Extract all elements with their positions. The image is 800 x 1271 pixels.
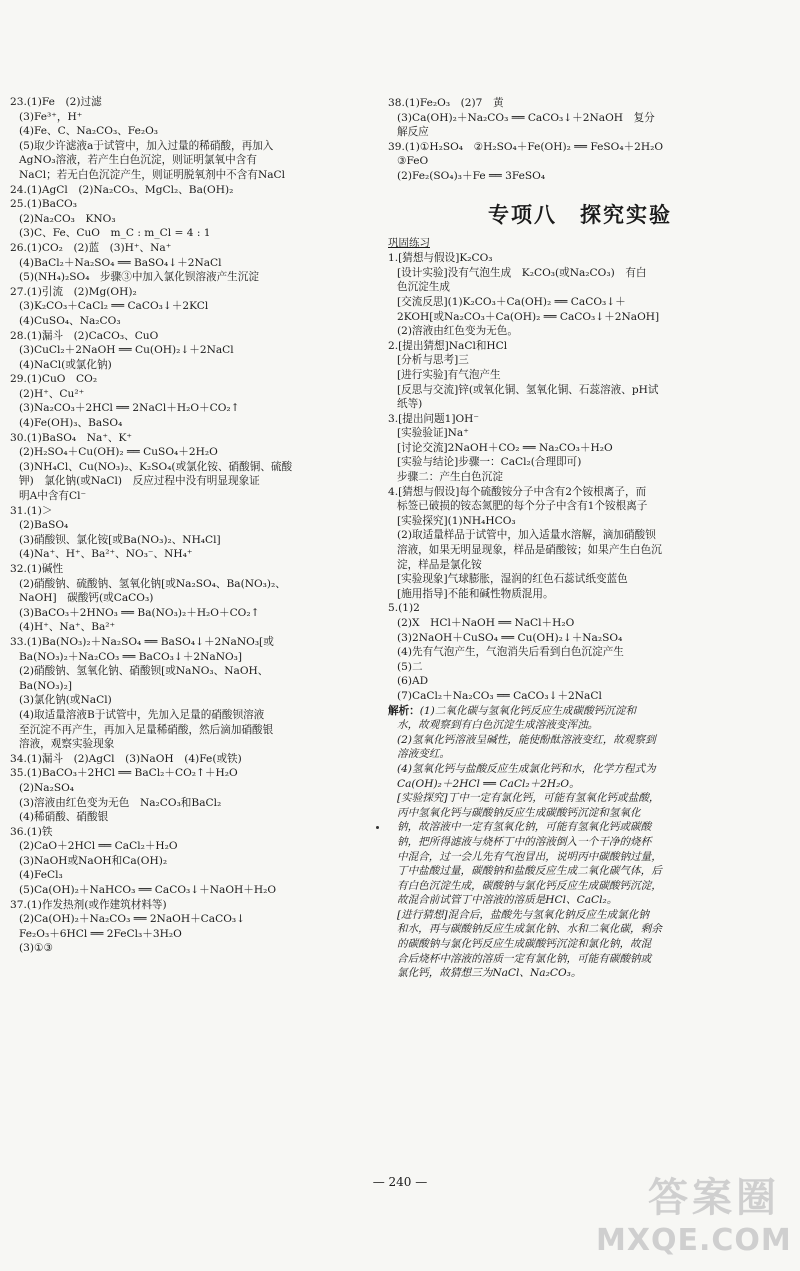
answer-line: (3)Na₂CO₃＋2HCl ══ 2NaCl＋H₂O＋CO₂↑ bbox=[19, 402, 240, 415]
answer-line: 钾) 氯化钠(或NaCl) 反应过程中没有明显现象证 bbox=[19, 475, 260, 488]
explanation-text: 合后烧杯中溶液的溶质一定有氯化钠，可能有碳酸钠或 bbox=[397, 952, 652, 965]
explanation-label: 解析： bbox=[388, 704, 420, 717]
answer-line: [反思与交流]锌(或氧化铜、氢氧化铜、石蕊溶液、pH试 bbox=[397, 383, 659, 396]
explanation-text: 故混合前试管丁中溶液的溶质是HCl、CaCl₂。 bbox=[397, 894, 618, 907]
answer-line: (2)取适量样品于试管中，加入适量水溶解，滴加硝酸钡 bbox=[397, 529, 656, 542]
answer-line: (4)CuSO₄、Na₂CO₃ bbox=[19, 314, 121, 327]
right-answer-column bbox=[388, 96, 772, 981]
answer-line: 3.[提出问题1]OH⁻ bbox=[388, 412, 480, 425]
answer-line: 24.(1)AgCl (2)Na₂CO₃、MgCl₂、Ba(OH)₂ bbox=[10, 183, 234, 196]
answer-line: 2.[提出猜想]NaCl和HCl bbox=[388, 339, 508, 352]
answer-line: (2)硝酸钠、硫酸钠、氢氧化钠[或Na₂SO₄、Ba(NO₃)₂、 bbox=[19, 577, 286, 590]
answer-line: 步骤二：产生白色沉淀 bbox=[397, 471, 503, 484]
explanation-text: 钠，把所得滤液与烧杯丁中的溶液倒入一个干净的烧杯 bbox=[397, 835, 652, 848]
answer-line: (3)NH₄Cl、Cu(NO₃)₂、K₂SO₄(或氯化铵、硝酸铜、硫酸 bbox=[19, 460, 293, 473]
answer-line: 标签已破损的铵态氮肥的每个分子中含有1个铵根离子 bbox=[397, 500, 648, 513]
explanation-line bbox=[388, 908, 772, 923]
answer-line: (2)Fe₂(SO₄)₃＋Fe ══ 3FeSO₄ bbox=[397, 169, 546, 182]
answer-line: (5)取少许滤液a于试管中，加入过量的稀硝酸，再加入 bbox=[19, 139, 274, 152]
explanation-text: [进行猜想]混合后，盐酸先与氢氧化钠反应生成氯化钠 bbox=[397, 908, 649, 921]
answer-line: NaCl；若无白色沉淀产生，则证明脱氧剂中不含有NaCl bbox=[19, 168, 286, 181]
answer-line: 2KOH[或Na₂CO₃＋Ca(OH)₂ ══ CaCO₃↓＋2NaOH] bbox=[397, 310, 660, 323]
answer-line: 26.(1)CO₂ (2)蓝 (3)H⁺、Na⁺ bbox=[10, 241, 172, 254]
answer-line: (3)C、Fe、CuO m_C : m_Cl = 4 : 1 bbox=[19, 227, 211, 240]
explanation-text: (2)氢氧化钙溶液呈碱性，能使酚酞溶液变红，故观察到 bbox=[397, 733, 656, 746]
answer-line: 30.(1)BaSO₄ Na⁺、K⁺ bbox=[10, 431, 133, 444]
explanation-text: 和水，再与碳酸钠反应生成氯化钠、水和二氧化碳，剩余 bbox=[397, 923, 662, 936]
explanation-line bbox=[388, 952, 772, 967]
answer-line: 34.(1)漏斗 (2)AgCl (3)NaOH (4)Fe(或铁) bbox=[10, 752, 242, 765]
answer-line: (4)NaCl(或氯化钠) bbox=[19, 358, 112, 371]
answer-line: (6)AD bbox=[397, 675, 429, 688]
answer-line: [实验验证]Na⁺ bbox=[397, 427, 469, 440]
explanation-text: 丁中盐酸过量，碳酸钠和盐酸反应生成二氧化碳气体，后 bbox=[397, 865, 662, 878]
answer-line: (3)硝酸钡、氯化铵[或Ba(NO₃)₂、NH₄Cl] bbox=[19, 533, 221, 546]
answer-line: 35.(1)BaCO₃＋2HCl ══ BaCl₂＋CO₂↑＋H₂O bbox=[10, 767, 238, 780]
answer-line: (4)Fe、C、Na₂CO₃、Fe₂O₃ bbox=[19, 125, 159, 138]
answer-line: (4)Fe(OH)₃、BaSO₄ bbox=[19, 417, 123, 430]
answer-line: 明A中含有Cl⁻ bbox=[19, 490, 87, 503]
answer-line: Ba(NO₃)₂] bbox=[19, 679, 72, 692]
explanation-text: [实验探究]丁中一定有氯化钙，可能有氢氧化钙或盐酸， bbox=[397, 792, 660, 805]
answer-line: [实验现象]气球膨胀，湿润的红色石蕊试纸变蓝色 bbox=[397, 573, 628, 586]
answer-line: Fe₂O₃＋6HCl ══ 2FeCl₃＋3H₂O bbox=[19, 927, 182, 940]
stray-dot bbox=[376, 826, 379, 829]
explanation-line bbox=[388, 704, 772, 719]
explanation-line bbox=[388, 806, 772, 821]
answer-line: (2)Na₂CO₃ KNO₃ bbox=[19, 212, 116, 225]
answer-line: (5)二 bbox=[397, 660, 423, 673]
answer-line: [设计实验]没有气泡生成 K₂CO₃(或Na₂CO₃) 有白 bbox=[397, 266, 647, 279]
answer-line: (3)氯化钠(或NaCl) bbox=[19, 694, 112, 707]
answer-line: (4)FeCl₃ bbox=[19, 869, 63, 882]
answer-line: 33.(1)Ba(NO₃)₂＋Na₂SO₄ ══ BaSO₄↓＋2NaNO₃[或 bbox=[10, 635, 274, 648]
answer-line: 37.(1)作发热剂(或作建筑材料等) bbox=[10, 898, 167, 911]
explanation-text: 氯化钙，故猜想三为NaCl、Na₂CO₃。 bbox=[397, 967, 582, 980]
answer-line: 淀，样品是氯化铵 bbox=[397, 558, 482, 571]
answer-line: 25.(1)BaCO₃ bbox=[10, 198, 77, 211]
answer-line: (2)H⁺、Cu²⁺ bbox=[19, 387, 85, 400]
explanation-text: 钠，故溶液中一定有氢氧化钠，可能有氢氧化钙或碳酸 bbox=[397, 821, 652, 834]
answer-line: [讨论交流]2NaOH＋CO₂ ══ Na₂CO₃＋H₂O bbox=[397, 441, 613, 454]
answer-line: (2)Ca(OH)₂＋Na₂CO₃ ══ 2NaOH＋CaCO₃↓ bbox=[19, 913, 245, 926]
explanation-text: (1)二氧化碳与氢氧化钙反应生成碳酸钙沉淀和 bbox=[419, 704, 637, 717]
explanation-text: 中混合，过一会儿先有气泡冒出，说明丙中碳酸钠过量， bbox=[397, 850, 662, 863]
explanation-line bbox=[388, 850, 772, 865]
answer-line: (3)NaOH或NaOH和Ca(OH)₂ bbox=[19, 854, 168, 867]
explanation-line bbox=[388, 791, 772, 806]
answer-line: 色沉淀生成 bbox=[397, 281, 450, 294]
watermark-text: 答案圈 bbox=[648, 1175, 780, 1221]
answer-line: [进行实验]有气泡产生 bbox=[397, 368, 501, 381]
answer-line: 29.(1)CuO CO₂ bbox=[10, 373, 98, 386]
explanation-line bbox=[388, 937, 772, 952]
answer-line: (2)CaO＋2HCl ══ CaCl₂＋H₂O bbox=[19, 840, 178, 853]
answer-line: (2)溶液由红色变为无色。 bbox=[397, 325, 518, 338]
answer-line: (3)Ca(OH)₂＋Na₂CO₃ ══ CaCO₃↓＋2NaOH 复分 bbox=[397, 111, 655, 124]
answer-line: 4.[猜想与假设]每个硫酸铵分子中含有2个铵根离子，而 bbox=[388, 485, 647, 498]
page-number: — 240 — bbox=[372, 1175, 428, 1189]
answer-line: (5)Ca(OH)₂＋NaHCO₃ ══ CaCO₃↓＋NaOH＋H₂O bbox=[19, 884, 277, 897]
answer-line: [分析与思考]三 bbox=[397, 354, 469, 367]
answer-line: [施用指导]不能和碱性物质混用。 bbox=[397, 587, 554, 600]
explanation-text: 有白色沉淀生成，碳酸钠与氯化钙反应生成碳酸钙沉淀， bbox=[397, 879, 662, 892]
explanation-line bbox=[388, 835, 772, 850]
answer-line: 纸等) bbox=[397, 398, 423, 411]
answer-line: ③FeO bbox=[397, 155, 429, 168]
practice-label: 巩固练习 bbox=[388, 236, 430, 249]
explanation-line bbox=[388, 762, 772, 777]
explanation-block bbox=[388, 704, 772, 981]
section-title: 专项八 探究实验 bbox=[488, 202, 672, 227]
answer-line: (5)(NH₄)₂SO₄ 步骤③中加入氯化钡溶液产生沉淀 bbox=[19, 271, 259, 284]
answer-line: 至沉淀不再产生，再加入足量稀硝酸，然后滴加硝酸银 bbox=[19, 723, 274, 736]
answer-line: (4)Na⁺、H⁺、Ba²⁺、NO₃⁻、NH₄⁺ bbox=[19, 548, 193, 561]
explanation-line bbox=[388, 777, 772, 792]
answer-line: (2)硝酸钠、氢氧化钠、硝酸钡[或NaNO₃、NaOH、 bbox=[19, 665, 269, 678]
answer-line: NaOH] 碳酸钙(或CaCO₃) bbox=[19, 592, 154, 605]
answer-line: AgNO₃溶液，若产生白色沉淀，则证明氯氧中含有 bbox=[19, 154, 257, 167]
watermark-logo bbox=[596, 1172, 792, 1268]
answer-line: [交流反思](1)K₂CO₃＋Ca(OH)₂ ══ CaCO₃↓＋ bbox=[397, 295, 626, 308]
answer-line: 39.(1)①H₂SO₄ ②H₂SO₄＋Fe(OH)₂ ══ FeSO₄＋2H₂O bbox=[388, 140, 664, 153]
answer-line: (3)溶液由红色变为无色 Na₂CO₃和BaCl₂ bbox=[19, 796, 222, 809]
answer-line: (2)Na₂SO₄ bbox=[19, 781, 75, 794]
answer-line: 32.(1)碱性 bbox=[10, 563, 64, 575]
answer-line: (3)CuCl₂＋2NaOH ══ Cu(OH)₂↓＋2NaCl bbox=[19, 344, 234, 357]
answer-line: (4)先有气泡产生，气泡消失后看到白色沉淀产生 bbox=[397, 646, 624, 659]
answer-line: 溶液，如果无明显现象，样品是硝酸铵；如果产生白色沉 bbox=[397, 544, 662, 557]
explanation-line bbox=[388, 733, 772, 748]
explanation-line bbox=[388, 893, 772, 908]
answer-line: 31.(1)＞ bbox=[10, 504, 53, 517]
answer-line: [实验与结论]步骤一：CaCl₂(合理即可) bbox=[397, 456, 582, 469]
answer-line: (2)H₂SO₄＋Cu(OH)₂ ══ CuSO₄＋2H₂O bbox=[19, 446, 218, 459]
answer-line: (3)BaCO₃＋2HNO₃ ══ Ba(NO₃)₂＋H₂O＋CO₂↑ bbox=[19, 606, 260, 619]
explanation-line bbox=[388, 966, 772, 981]
answer-line: (4)BaCl₂＋Na₂SO₄ ══ BaSO₄↓＋2NaCl bbox=[19, 256, 222, 269]
explanation-line bbox=[388, 864, 772, 879]
answer-line: (3)K₂CO₃＋CaCl₂ ══ CaCO₃↓＋2KCl bbox=[19, 300, 209, 313]
answer-line: [实验探究](1)NH₄HCO₃ bbox=[397, 514, 516, 527]
answer-line: (3)①③ bbox=[19, 942, 54, 955]
left-answer-column bbox=[10, 95, 372, 956]
answer-line: (2)X HCl＋NaOH ══ NaCl＋H₂O bbox=[397, 617, 575, 629]
answer-line: 5.(1)2 bbox=[388, 602, 420, 615]
answer-line: (4)H⁺、Na⁺、Ba²⁺ bbox=[19, 621, 116, 634]
explanation-text: 丙中氢氧化钙与碳酸钠反应生成碳酸钙沉淀和氢氧化 bbox=[397, 806, 641, 819]
answer-line: Ba(NO₃)₂＋Na₂CO₃ ══ BaCO₃↓＋2NaNO₃] bbox=[19, 650, 243, 663]
answer-line: 28.(1)漏斗 (2)CaCO₃、CuO bbox=[10, 329, 159, 342]
explanation-line bbox=[388, 747, 772, 762]
explanation-text: 水，故观察到有白色沉淀生成溶液变浑浊。 bbox=[397, 719, 599, 732]
answer-line: 23.(1)Fe (2)过滤 bbox=[10, 96, 102, 108]
answer-line: (3)Fe³⁺，H⁺ bbox=[19, 110, 83, 123]
answer-line: (4)取适量溶液B于试管中，先加入足量的硝酸钡溶液 bbox=[19, 708, 265, 721]
explanation-line bbox=[388, 820, 772, 835]
watermark-url: MXQE.COM bbox=[596, 1223, 792, 1258]
answer-line: (4)稀硝酸、硝酸银 bbox=[19, 811, 109, 824]
practice-answers bbox=[388, 251, 772, 703]
answer-line: (3)2NaOH＋CuSO₄ ══ Cu(OH)₂↓＋Na₂SO₄ bbox=[397, 631, 623, 644]
explanation-text: 溶液变红。 bbox=[397, 748, 450, 761]
answer-line: 溶液，观察实验现象 bbox=[19, 738, 115, 751]
answer-line: 解反应 bbox=[397, 126, 429, 139]
explanation-text: (4)氢氧化钙与盐酸反应生成氯化钙和水，化学方程式为 bbox=[397, 762, 656, 775]
explanation-line bbox=[388, 922, 772, 937]
explanation-line bbox=[388, 879, 772, 894]
answers-38-39 bbox=[388, 96, 772, 184]
answer-line: (7)CaCl₂＋Na₂CO₃ ══ CaCO₃↓＋2NaCl bbox=[397, 689, 602, 702]
answer-line: 36.(1)铁 bbox=[10, 825, 53, 838]
explanation-line bbox=[388, 718, 772, 733]
answer-line: (2)BaSO₄ bbox=[19, 519, 69, 532]
explanation-text: 的碳酸钠与氯化钙反应生成碳酸钙沉淀和氯化钠，故混 bbox=[397, 938, 652, 951]
explanation-text: Ca(OH)₂＋2HCl ══ CaCl₂＋2H₂O。 bbox=[397, 777, 580, 790]
answer-line: 38.(1)Fe₂O₃ (2)7 黄 bbox=[388, 97, 504, 109]
answer-line: 1.[猜想与假设]K₂CO₃ bbox=[388, 252, 493, 265]
answer-line: 27.(1)引流 (2)Mg(OH)₂ bbox=[10, 285, 137, 298]
